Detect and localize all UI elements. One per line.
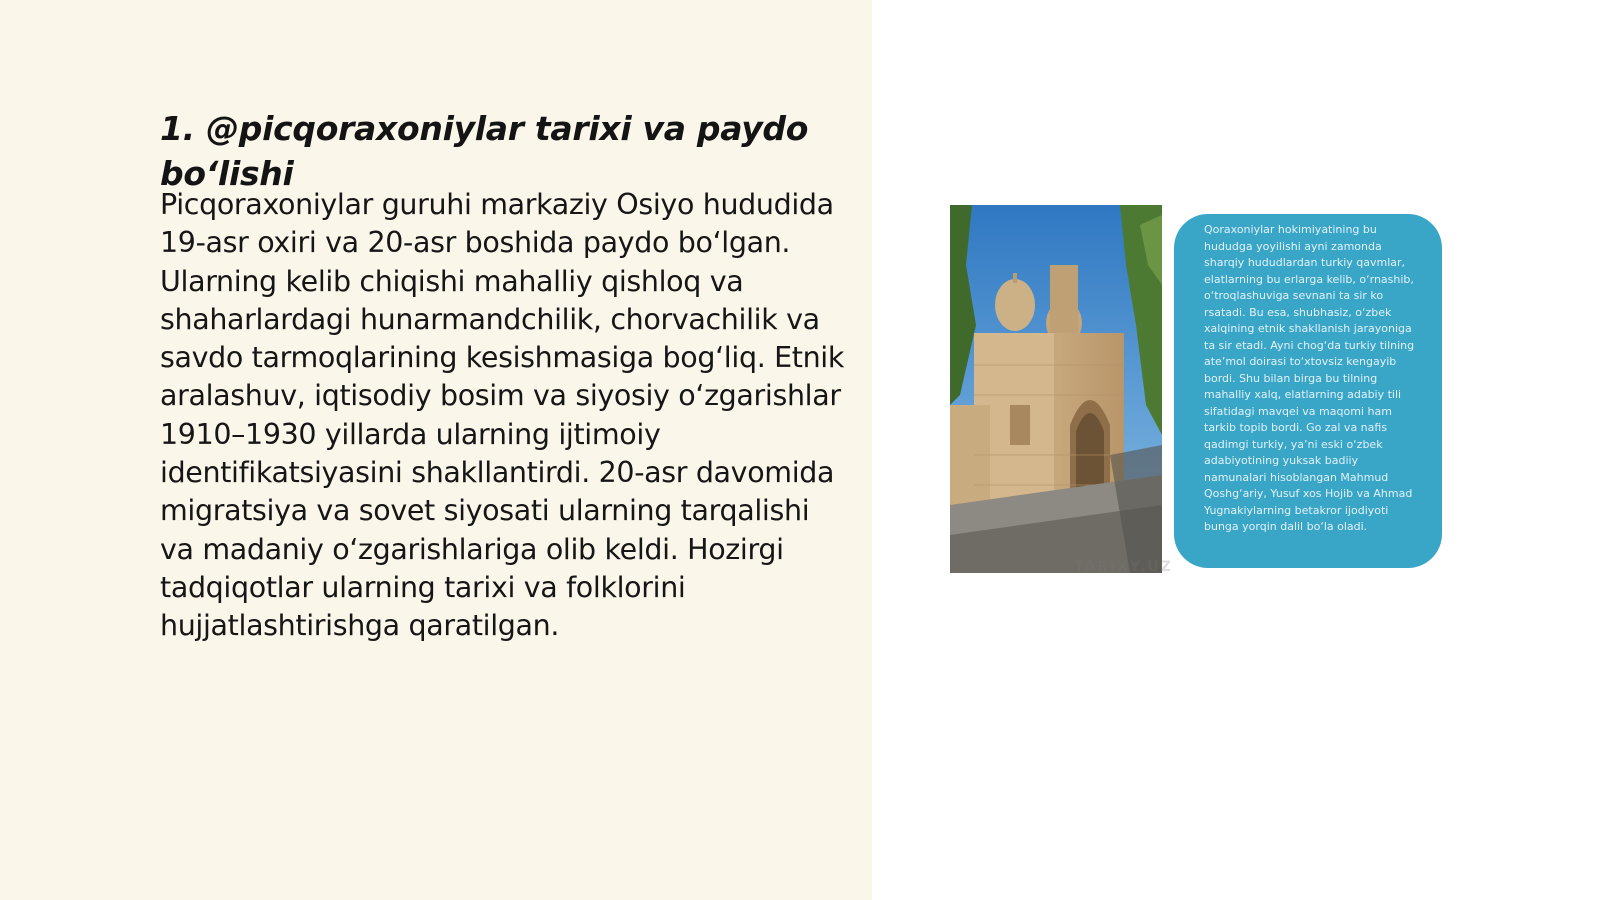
card-text: Qoraxoniylar hokimiyatining bu hududga yoyilishi ayni zamonda sharqiy hududlardan turkiy qavmlar, elatlarning bu erlarga kelib, o‘rnashib, o‘troqlashuviga sevnani ta sir ko rsatadi. Bu esa, shubhasiz, o‘zbek xalqining etnik shakllanish jarayoniga ta sir etadi. Ayni chog‘da turkiy tilning ate’mol doirasi to‘xtovsiz kengayib bordi. Shu bilan birga bu tilning mahalliy xalq, elatlarning adabiy tili sifatidagi mavqei va maqomi ham tarkib topib bordi. Go zal va nafis qadimgi turkiy, ya’ni eski o‘zbek adabiyotining yuksak badiiy namunalari hisoblangan Mahmud Qoshg‘ariy, Yusuf xos Hojib va Ahmad Yugnakiylarning betakror ijodiyoti bunga yorqin dalil bo‘la oladi. (1204, 223, 1415, 533)
mausoleum-photo (950, 205, 1162, 573)
history-graphic (950, 205, 1450, 575)
history-text-card (1174, 214, 1442, 568)
slide-body-text: Picqoraxoniylar guruhi markaziy Osiyo hududida 19-asr oxiri va 20-asr boshida paydo bo‘lgan. Ularning kelib chiqishi mahalliy qishloq va shaharlardagi hunarmandchilik, chorvachilik va savdo tarmoqlarining kesishmasiga bog‘liq. Etnik aralashuv, iqtisodiy bosim va siyosiy o‘zgarishlar 1910–1930 yillarda ularning ijtimoiy identifikatsiyasini shakllantirdi. 20-asr davomida migratsiya va sovet siyosati ularning tarqalishi va madaniy o‘zgarishlariga olib keldi. Hozirgi tadqiqotlar ularning tarixi va folklorini hujjatlashtirishga qaratilgan. (160, 188, 845, 643)
mausoleum-illustration (950, 205, 1162, 573)
slide-title: 1. @picqoraxoniylar tarixi va paydo bo‘lishi (160, 109, 809, 193)
watermark-text: TARIXY.UZ (1074, 559, 1173, 575)
